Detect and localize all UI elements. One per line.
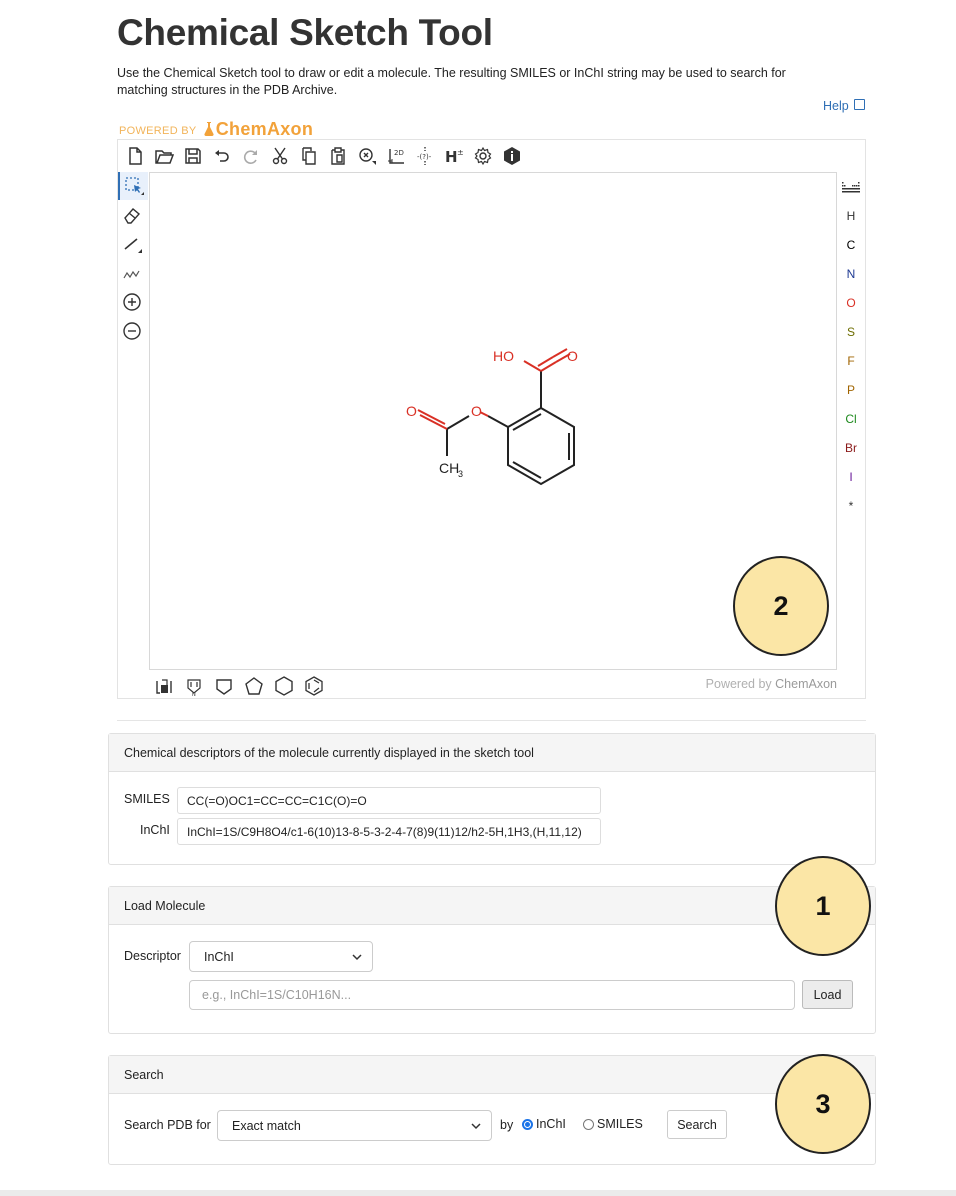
- chevron-down-icon: [471, 1121, 481, 1131]
- clean-icon[interactable]: [356, 145, 378, 167]
- label-methyl-subscript: 3: [458, 469, 464, 479]
- svg-text:H: H: [445, 148, 458, 166]
- chevron-down-icon: [352, 952, 362, 962]
- hydrogens-icon[interactable]: [443, 145, 465, 167]
- chemaxon-logo: [119, 118, 313, 139]
- label-ester-oxygen: O: [471, 403, 482, 419]
- zoom-in-icon[interactable]: [118, 288, 146, 316]
- new-file-icon[interactable]: [124, 145, 146, 167]
- label-methyl: CH: [439, 460, 460, 476]
- atom-button-s[interactable]: S: [846, 324, 855, 339]
- pentagon-template-icon[interactable]: [242, 675, 266, 697]
- load-molecule-panel: [108, 886, 876, 1034]
- external-link-icon: [854, 99, 865, 110]
- watermark-prefix: Powered by: [705, 677, 772, 691]
- search-heading: Search: [109, 1056, 875, 1094]
- clean-2d-icon[interactable]: [385, 145, 407, 167]
- hexagon-template-icon[interactable]: [272, 675, 296, 697]
- callout-2: 2: [733, 556, 829, 656]
- descriptor-label: Descriptor: [124, 949, 181, 963]
- radio-inchi-dot[interactable]: [522, 1119, 533, 1130]
- radio-inchi-label: InChI: [536, 1117, 566, 1131]
- smiles-output[interactable]: CC(=O)OC1=CC=CC=C1C(O)=O: [177, 787, 601, 814]
- callout-1: 1: [775, 856, 871, 956]
- svg-text:-(?)-: -(?)-: [417, 153, 432, 161]
- intro-text: Use the Chemical Sketch tool to draw or edit a molecule. The resulting SMILES or InChI string may be used to search for matching structures in the PDB Archive.: [117, 66, 786, 97]
- descriptors-panel: [108, 733, 876, 865]
- left-toolbar: [118, 172, 148, 346]
- atom-button-c[interactable]: C: [846, 237, 856, 252]
- query-atom-icon[interactable]: [414, 145, 436, 167]
- callout-3: 3: [775, 1054, 871, 1154]
- atom-button-any[interactable]: *: [848, 498, 854, 513]
- paste-icon[interactable]: [327, 145, 349, 167]
- atom-button-cl[interactable]: Cl: [845, 411, 857, 426]
- selection-icon[interactable]: [118, 172, 148, 200]
- atom-button-o[interactable]: O: [846, 295, 856, 310]
- smiles-label: SMILES: [124, 792, 170, 806]
- label-carbonyl-oxygen: O: [567, 348, 578, 364]
- descriptors-heading: Chemical descriptors of the molecule currently displayed in the sketch tool: [109, 734, 875, 772]
- search-button[interactable]: Search: [667, 1110, 727, 1139]
- save-icon[interactable]: [182, 145, 204, 167]
- match-type-selected: Exact match: [232, 1118, 301, 1133]
- open-folder-icon[interactable]: [153, 145, 175, 167]
- benzene-template-icon[interactable]: [302, 675, 326, 697]
- inchi-label: InChI: [140, 823, 170, 837]
- radio-smiles[interactable]: [583, 1117, 643, 1131]
- label-hydroxyl: HO: [493, 348, 514, 364]
- atom-button-h[interactable]: H: [846, 208, 856, 223]
- eraser-icon[interactable]: [118, 201, 146, 229]
- molecule-input[interactable]: [189, 980, 795, 1010]
- help-label: Help: [823, 99, 849, 113]
- svg-text:N: N: [192, 692, 196, 696]
- atom-button-i[interactable]: I: [849, 469, 853, 484]
- atom-button-n[interactable]: N: [846, 266, 856, 281]
- atom-toolbar: [837, 172, 865, 520]
- cut-icon[interactable]: [269, 145, 291, 167]
- cyclobutane-template-icon[interactable]: [212, 675, 236, 697]
- template-library-icon[interactable]: [152, 675, 176, 697]
- powered-by-watermark: [706, 677, 837, 691]
- section-divider: [117, 720, 866, 721]
- settings-icon[interactable]: [472, 145, 494, 167]
- atom-button-f[interactable]: F: [847, 353, 855, 368]
- help-link[interactable]: [823, 99, 865, 113]
- search-panel: [108, 1055, 876, 1165]
- by-label: by: [500, 1118, 514, 1132]
- pyrrole-template-icon[interactable]: [182, 675, 206, 697]
- match-type-select[interactable]: [217, 1110, 492, 1141]
- descriptor-select[interactable]: [189, 941, 373, 972]
- copy-icon[interactable]: [298, 145, 320, 167]
- svg-text:±: ±: [457, 148, 464, 157]
- powered-by-text: POWERED BY: [119, 125, 197, 137]
- brand-text: ChemAxon: [215, 119, 314, 139]
- flask-icon: [204, 122, 214, 136]
- periodic-table-icon[interactable]: [837, 172, 865, 201]
- info-icon[interactable]: [501, 145, 523, 167]
- load-button[interactable]: Load: [802, 980, 853, 1009]
- svg-text:2D: 2D: [394, 149, 404, 157]
- watermark-brand: ChemAxon: [775, 677, 837, 691]
- page-title: Chemical Sketch Tool: [117, 12, 493, 53]
- top-toolbar: [124, 145, 523, 167]
- zoom-out-icon[interactable]: [118, 317, 146, 345]
- label-ester-carbonyl-oxygen: O: [406, 403, 417, 419]
- inchi-output[interactable]: InChI=1S/C9H8O4/c1-6(10)13-8-5-3-2-4-7(8)9(11)12/h2-5H,1H3,(H,11,12): [177, 818, 601, 845]
- radio-smiles-label: SMILES: [597, 1117, 643, 1131]
- redo-icon[interactable]: [240, 145, 262, 167]
- single-bond-icon[interactable]: [118, 230, 146, 258]
- atom-button-br[interactable]: Br: [845, 440, 857, 455]
- radio-smiles-dot[interactable]: [583, 1119, 594, 1130]
- chain-icon[interactable]: [118, 259, 146, 287]
- undo-icon[interactable]: [211, 145, 233, 167]
- atom-button-p[interactable]: P: [846, 382, 855, 397]
- descriptor-selected: InChI: [204, 949, 234, 964]
- search-pdb-label: Search PDB for: [124, 1118, 211, 1132]
- template-toolbar: [152, 675, 326, 697]
- radio-inchi[interactable]: [522, 1117, 566, 1131]
- page-bottom-bar: [0, 1190, 956, 1196]
- load-molecule-heading: Load Molecule: [109, 887, 875, 925]
